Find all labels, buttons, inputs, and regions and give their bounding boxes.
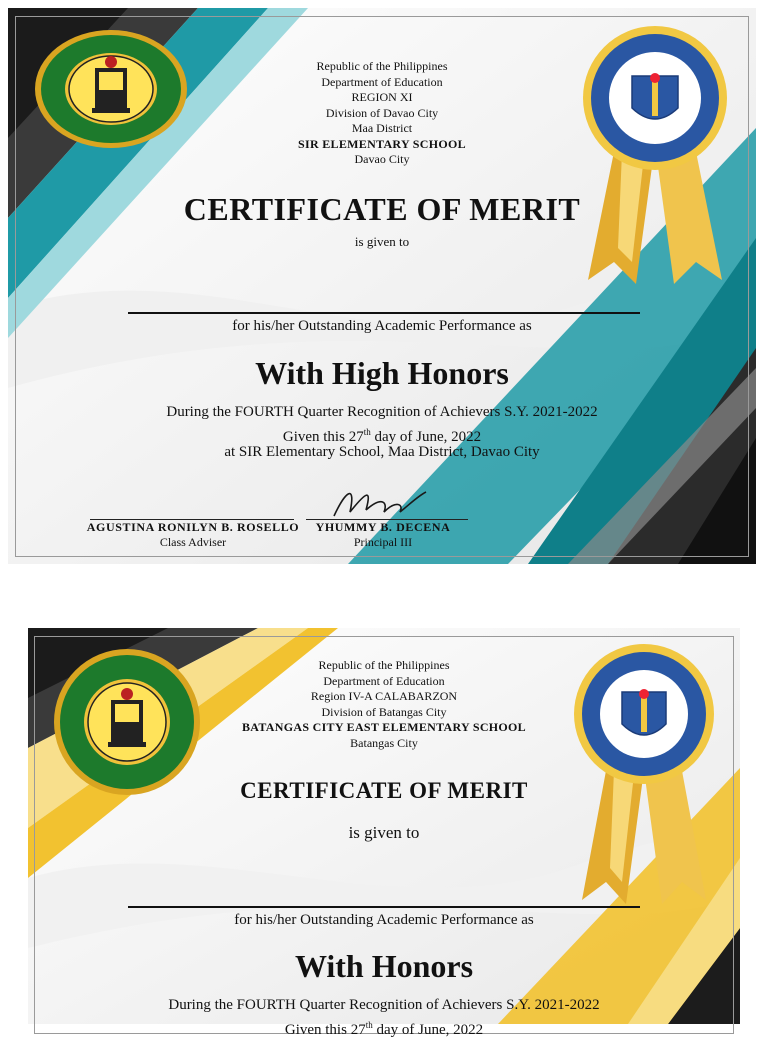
given-date-suffix: day of June, 2022 — [372, 1022, 484, 1038]
header-division: Division of Davao City — [325, 105, 439, 120]
adviser-role: Class Adviser — [159, 535, 227, 549]
performance-text: for his/her Outstanding Academic Performance as — [234, 912, 534, 928]
recognition-text: During the FOURTH Quarter Recognition of Achievers S.Y. 2021-2022 — [168, 997, 600, 1013]
adviser-signature-block — [48, 520, 338, 550]
given-date-ordinal: th — [365, 1020, 373, 1030]
certificate-title: CERTIFICATE OF MERIT — [183, 191, 581, 227]
header-block — [28, 658, 740, 751]
honor-title: With Honors — [294, 948, 474, 984]
header-school: SIR ELEMENTARY SCHOOL — [298, 136, 466, 151]
given-to-text: is given to — [348, 823, 420, 842]
header-school: BATANGAS CITY EAST ELEMENTARY SCHOOL — [242, 720, 526, 734]
header-region: REGION XI — [351, 90, 413, 104]
header-department: Department of Education — [321, 74, 443, 89]
given-date-prefix: Given this 27 — [284, 1022, 366, 1038]
given-date-suffix: day of June, 2022 — [370, 429, 482, 445]
header-republic: Republic of the Philippines — [318, 658, 450, 672]
given-to-text: is given to — [354, 234, 410, 249]
header-region: Region IV-A CALABARZON — [310, 689, 458, 703]
header-republic: Republic of the Philippines — [316, 59, 448, 73]
given-date-prefix: Given this 27 — [282, 429, 364, 445]
principal-name: YHUMMY B. DECENA — [315, 520, 451, 534]
venue-text: at SIR Elementary School, Maa District, Davao City — [224, 444, 540, 460]
header-division: Division of Batangas City — [321, 704, 447, 719]
recognition-text: During the FOURTH Quarter Recognition of Achievers S.Y. 2021-2022 — [166, 404, 598, 420]
header-district: Maa District — [351, 121, 413, 135]
header-block — [8, 59, 756, 168]
certificate-paper — [28, 628, 740, 1038]
header-department: Department of Education — [323, 673, 445, 688]
recipient-name-line — [128, 906, 640, 908]
certificate-paper — [8, 8, 756, 564]
header-city: Batangas City — [350, 735, 418, 750]
given-date-ordinal: th — [363, 427, 371, 437]
header-city: Davao City — [354, 152, 410, 166]
certificate-title: CERTIFICATE OF MERIT — [240, 778, 528, 803]
honor-title: With High Honors — [255, 355, 509, 391]
principal-role: Principal III — [353, 535, 413, 549]
given-date-text — [28, 1015, 740, 1040]
certificate-honors — [0, 628, 768, 1038]
adviser-name: AGUSTINA RONILYN B. ROSELLO — [86, 520, 300, 534]
principal-signature-block — [298, 520, 468, 550]
performance-text: for his/her Outstanding Academic Performance as — [232, 318, 532, 334]
recipient-name-line — [128, 312, 640, 314]
